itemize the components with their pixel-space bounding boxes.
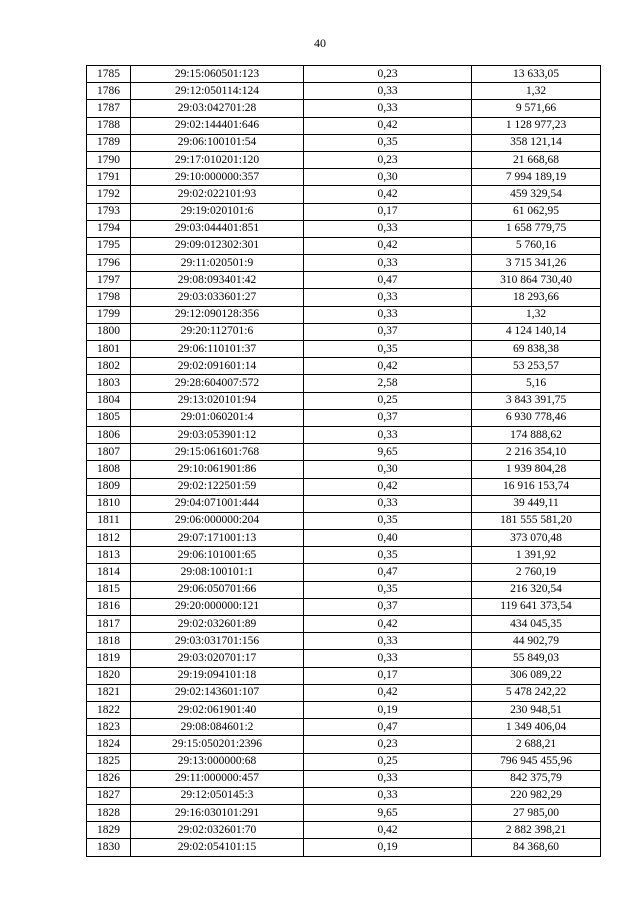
- amount-cell: 27 985,00: [472, 805, 601, 822]
- amount-cell: 9 571,66: [472, 100, 601, 117]
- table-row: [87, 667, 601, 684]
- cadastral-number-cell: 29:02:032601:70: [131, 822, 304, 839]
- amount-cell: 16 916 153,74: [472, 478, 601, 495]
- rate-cell: 0,33: [304, 306, 472, 323]
- cadastral-number-cell: 29:03:020701:17: [131, 650, 304, 667]
- amount-cell: 44 902,79: [472, 633, 601, 650]
- amount-cell: 21 668,68: [472, 151, 601, 168]
- table-row: [87, 650, 601, 667]
- amount-cell: 39 449,11: [472, 495, 601, 512]
- amount-cell: 1,32: [472, 306, 601, 323]
- table-row: [87, 839, 601, 856]
- amount-cell: 1 391,92: [472, 547, 601, 564]
- row-number-cell: 1795: [87, 237, 131, 254]
- cadastral-number-cell: 29:12:050145:3: [131, 787, 304, 804]
- row-number-cell: 1827: [87, 787, 131, 804]
- row-number-cell: 1802: [87, 358, 131, 375]
- table-row: [87, 220, 601, 237]
- table-body: [87, 66, 601, 857]
- amount-cell: 306 089,22: [472, 667, 601, 684]
- rate-cell: 0,42: [304, 478, 472, 495]
- rate-cell: 0,23: [304, 151, 472, 168]
- amount-cell: 216 320,54: [472, 581, 601, 598]
- row-number-cell: 1799: [87, 306, 131, 323]
- cadastral-number-cell: 29:06:101001:65: [131, 547, 304, 564]
- table-row: [87, 770, 601, 787]
- rate-cell: 0,42: [304, 186, 472, 203]
- row-number-cell: 1816: [87, 598, 131, 615]
- table-row: [87, 512, 601, 529]
- rate-cell: 0,30: [304, 169, 472, 186]
- row-number-cell: 1790: [87, 151, 131, 168]
- cadastral-number-cell: 29:07:171001:13: [131, 530, 304, 547]
- row-number-cell: 1789: [87, 134, 131, 151]
- rate-cell: 0,35: [304, 134, 472, 151]
- amount-cell: 1,32: [472, 83, 601, 100]
- rate-cell: 0,40: [304, 530, 472, 547]
- cadastral-number-cell: 29:06:110101:37: [131, 341, 304, 358]
- amount-cell: 3 843 391,75: [472, 392, 601, 409]
- amount-cell: 55 849,03: [472, 650, 601, 667]
- cadastral-number-cell: 29:20:112701:6: [131, 323, 304, 340]
- rate-cell: 0,33: [304, 495, 472, 512]
- table-row: [87, 272, 601, 289]
- row-number-cell: 1803: [87, 375, 131, 392]
- table-row: [87, 186, 601, 203]
- cadastral-number-cell: 29:12:050114:124: [131, 83, 304, 100]
- amount-cell: 358 121,14: [472, 134, 601, 151]
- row-number-cell: 1817: [87, 616, 131, 633]
- row-number-cell: 1823: [87, 719, 131, 736]
- amount-cell: 4 124 140,14: [472, 323, 601, 340]
- amount-cell: 2 760,19: [472, 564, 601, 581]
- row-number-cell: 1786: [87, 83, 131, 100]
- rate-cell: 0,19: [304, 701, 472, 718]
- rate-cell: 0,33: [304, 289, 472, 306]
- rate-cell: 0,33: [304, 787, 472, 804]
- rate-cell: 0,37: [304, 409, 472, 426]
- row-number-cell: 1805: [87, 409, 131, 426]
- rate-cell: 0,23: [304, 736, 472, 753]
- cadastral-number-cell: 29:13:000000:68: [131, 753, 304, 770]
- rate-cell: 0,33: [304, 426, 472, 443]
- cadastral-number-cell: 29:08:100101:1: [131, 564, 304, 581]
- table-row: [87, 375, 601, 392]
- table-row: [87, 306, 601, 323]
- cadastral-number-cell: 29:10:061901:86: [131, 461, 304, 478]
- amount-cell: 1 658 779,75: [472, 220, 601, 237]
- table-row: [87, 753, 601, 770]
- table-row: [87, 616, 601, 633]
- table-row: [87, 805, 601, 822]
- table-row: [87, 495, 601, 512]
- rate-cell: 0,42: [304, 684, 472, 701]
- amount-cell: 2 688,21: [472, 736, 601, 753]
- cadastral-number-cell: 29:11:020501:9: [131, 255, 304, 272]
- amount-cell: 842 375,79: [472, 770, 601, 787]
- page-number: 40: [314, 36, 326, 50]
- cadastral-number-cell: 29:02:122501:59: [131, 478, 304, 495]
- cadastral-number-cell: 29:28:604007:572: [131, 375, 304, 392]
- cadastral-number-cell: 29:08:084601:2: [131, 719, 304, 736]
- amount-cell: 5,16: [472, 375, 601, 392]
- table-row: [87, 564, 601, 581]
- cadastral-number-cell: 29:04:071001:444: [131, 495, 304, 512]
- rate-cell: 0,42: [304, 822, 472, 839]
- amount-cell: 3 715 341,26: [472, 255, 601, 272]
- cadastral-number-cell: 29:19:020101:6: [131, 203, 304, 220]
- cadastral-number-cell: 29:08:093401:42: [131, 272, 304, 289]
- row-number-cell: 1788: [87, 117, 131, 134]
- row-number-cell: 1828: [87, 805, 131, 822]
- amount-cell: 1 128 977,23: [472, 117, 601, 134]
- table-row: [87, 719, 601, 736]
- amount-cell: 174 888,62: [472, 426, 601, 443]
- amount-cell: 310 864 730,40: [472, 272, 601, 289]
- row-number-cell: 1804: [87, 392, 131, 409]
- amount-cell: 84 368,60: [472, 839, 601, 856]
- rate-cell: 0,17: [304, 667, 472, 684]
- rate-cell: 0,25: [304, 392, 472, 409]
- table-row: [87, 598, 601, 615]
- amount-cell: 459 329,54: [472, 186, 601, 203]
- amount-cell: 6 930 778,46: [472, 409, 601, 426]
- row-number-cell: 1820: [87, 667, 131, 684]
- table-row: [87, 736, 601, 753]
- cadastral-number-cell: 29:15:060501:123: [131, 66, 304, 83]
- table-row: [87, 478, 601, 495]
- cadastral-number-cell: 29:13:020101:94: [131, 392, 304, 409]
- rate-cell: 9,65: [304, 805, 472, 822]
- rate-cell: 0,35: [304, 512, 472, 529]
- cadastral-number-cell: 29:01:060201:4: [131, 409, 304, 426]
- amount-cell: 69 838,38: [472, 341, 601, 358]
- row-number-cell: 1819: [87, 650, 131, 667]
- table-row: [87, 289, 601, 306]
- row-number-cell: 1794: [87, 220, 131, 237]
- row-number-cell: 1810: [87, 495, 131, 512]
- rate-cell: 2,58: [304, 375, 472, 392]
- row-number-cell: 1829: [87, 822, 131, 839]
- row-number-cell: 1787: [87, 100, 131, 117]
- table-row: [87, 117, 601, 134]
- row-number-cell: 1785: [87, 66, 131, 83]
- row-number-cell: 1793: [87, 203, 131, 220]
- row-number-cell: 1815: [87, 581, 131, 598]
- cadastral-number-cell: 29:03:042701:28: [131, 100, 304, 117]
- cadastral-number-cell: 29:06:100101:54: [131, 134, 304, 151]
- row-number-cell: 1814: [87, 564, 131, 581]
- amount-cell: 61 062,95: [472, 203, 601, 220]
- rate-cell: 0,33: [304, 220, 472, 237]
- row-number-cell: 1797: [87, 272, 131, 289]
- table-row: [87, 822, 601, 839]
- rate-cell: 0,33: [304, 633, 472, 650]
- cadastral-number-cell: 29:03:044401:851: [131, 220, 304, 237]
- row-number-cell: 1796: [87, 255, 131, 272]
- cadastral-number-cell: 29:10:000000:357: [131, 169, 304, 186]
- row-number-cell: 1792: [87, 186, 131, 203]
- row-number-cell: 1830: [87, 839, 131, 856]
- amount-cell: 7 994 189,19: [472, 169, 601, 186]
- table-row: [87, 358, 601, 375]
- table-row: [87, 581, 601, 598]
- amount-cell: 18 293,66: [472, 289, 601, 306]
- row-number-cell: 1808: [87, 461, 131, 478]
- cadastral-number-cell: 29:06:050701:66: [131, 581, 304, 598]
- rate-cell: 0,47: [304, 272, 472, 289]
- cadastral-number-cell: 29:03:031701:156: [131, 633, 304, 650]
- rate-cell: 0,37: [304, 598, 472, 615]
- amount-cell: 1 939 804,28: [472, 461, 601, 478]
- row-number-cell: 1825: [87, 753, 131, 770]
- row-number-cell: 1824: [87, 736, 131, 753]
- rate-cell: 0,47: [304, 719, 472, 736]
- amount-cell: 2 882 398,21: [472, 822, 601, 839]
- rate-cell: 0,42: [304, 117, 472, 134]
- cadastral-number-cell: 29:03:033601:27: [131, 289, 304, 306]
- cadastral-number-cell: 29:15:050201:2396: [131, 736, 304, 753]
- cadastral-number-cell: 29:11:000000:457: [131, 770, 304, 787]
- table-row: [87, 409, 601, 426]
- rate-cell: 0,35: [304, 341, 472, 358]
- cadastral-number-cell: 29:16:030101:291: [131, 805, 304, 822]
- rate-cell: 0,35: [304, 547, 472, 564]
- amount-cell: 2 216 354,10: [472, 444, 601, 461]
- table-row: [87, 100, 601, 117]
- rate-cell: 0,30: [304, 461, 472, 478]
- amount-cell: 5 760,16: [472, 237, 601, 254]
- cadastral-number-cell: 29:02:061901:40: [131, 701, 304, 718]
- table-row: [87, 684, 601, 701]
- cadastral-number-cell: 29:06:000000:204: [131, 512, 304, 529]
- rate-cell: 0,17: [304, 203, 472, 220]
- rate-cell: 0,33: [304, 83, 472, 100]
- row-number-cell: 1800: [87, 323, 131, 340]
- table-row: [87, 255, 601, 272]
- rate-cell: 0,33: [304, 650, 472, 667]
- amount-cell: 220 982,29: [472, 787, 601, 804]
- rate-cell: 0,37: [304, 323, 472, 340]
- row-number-cell: 1818: [87, 633, 131, 650]
- cadastral-number-cell: 29:02:091601:14: [131, 358, 304, 375]
- cadastral-number-cell: 29:17:010201:120: [131, 151, 304, 168]
- amount-cell: 434 045,35: [472, 616, 601, 633]
- cadastral-number-cell: 29:02:144401:646: [131, 117, 304, 134]
- row-number-cell: 1826: [87, 770, 131, 787]
- table-row: [87, 547, 601, 564]
- rate-cell: 0,33: [304, 100, 472, 117]
- amount-cell: 1 349 406,04: [472, 719, 601, 736]
- row-number-cell: 1822: [87, 701, 131, 718]
- rate-cell: 0,23: [304, 66, 472, 83]
- row-number-cell: 1811: [87, 512, 131, 529]
- rate-cell: 0,42: [304, 237, 472, 254]
- table-row: [87, 461, 601, 478]
- table-row: [87, 392, 601, 409]
- rate-cell: 0,35: [304, 581, 472, 598]
- table-row: [87, 237, 601, 254]
- rate-cell: 0,42: [304, 616, 472, 633]
- amount-cell: 796 945 455,96: [472, 753, 601, 770]
- row-number-cell: 1807: [87, 444, 131, 461]
- row-number-cell: 1801: [87, 341, 131, 358]
- table-row: [87, 134, 601, 151]
- cadastral-number-cell: 29:19:094101:18: [131, 667, 304, 684]
- table-row: [87, 323, 601, 340]
- amount-cell: 5 478 242,22: [472, 684, 601, 701]
- rate-cell: 9,65: [304, 444, 472, 461]
- amount-cell: 181 555 581,20: [472, 512, 601, 529]
- cadastral-number-cell: 29:09:012302:301: [131, 237, 304, 254]
- table-row: [87, 83, 601, 100]
- row-number-cell: 1813: [87, 547, 131, 564]
- table-row: [87, 426, 601, 443]
- table-row: [87, 701, 601, 718]
- table-row: [87, 203, 601, 220]
- cadastral-number-cell: 29:02:022101:93: [131, 186, 304, 203]
- rate-cell: 0,19: [304, 839, 472, 856]
- amount-cell: 230 948,51: [472, 701, 601, 718]
- cadastral-number-cell: 29:20:000000:121: [131, 598, 304, 615]
- table-row: [87, 151, 601, 168]
- row-number-cell: 1798: [87, 289, 131, 306]
- table-row: [87, 530, 601, 547]
- row-number-cell: 1806: [87, 426, 131, 443]
- table-row: [87, 169, 601, 186]
- cadastral-number-cell: 29:15:061601:768: [131, 444, 304, 461]
- cadastral-number-cell: 29:02:032601:89: [131, 616, 304, 633]
- rate-cell: 0,25: [304, 753, 472, 770]
- table-row: [87, 633, 601, 650]
- table-row: [87, 444, 601, 461]
- rate-cell: 0,42: [304, 358, 472, 375]
- table-row: [87, 341, 601, 358]
- rate-cell: 0,47: [304, 564, 472, 581]
- table-row: [87, 66, 601, 83]
- row-number-cell: 1809: [87, 478, 131, 495]
- amount-cell: 13 633,05: [472, 66, 601, 83]
- amount-cell: 373 070,48: [472, 530, 601, 547]
- row-number-cell: 1821: [87, 684, 131, 701]
- table-row: [87, 787, 601, 804]
- rate-cell: 0,33: [304, 255, 472, 272]
- amount-cell: 119 641 373,54: [472, 598, 601, 615]
- cadastral-number-cell: 29:02:143601:107: [131, 684, 304, 701]
- cadastral-number-cell: 29:02:054101:15: [131, 839, 304, 856]
- cadastral-number-cell: 29:03:053901:12: [131, 426, 304, 443]
- rate-cell: 0,33: [304, 770, 472, 787]
- row-number-cell: 1791: [87, 169, 131, 186]
- data-table: [86, 65, 601, 857]
- cadastral-number-cell: 29:12:090128:356: [131, 306, 304, 323]
- amount-cell: 53 253,57: [472, 358, 601, 375]
- row-number-cell: 1812: [87, 530, 131, 547]
